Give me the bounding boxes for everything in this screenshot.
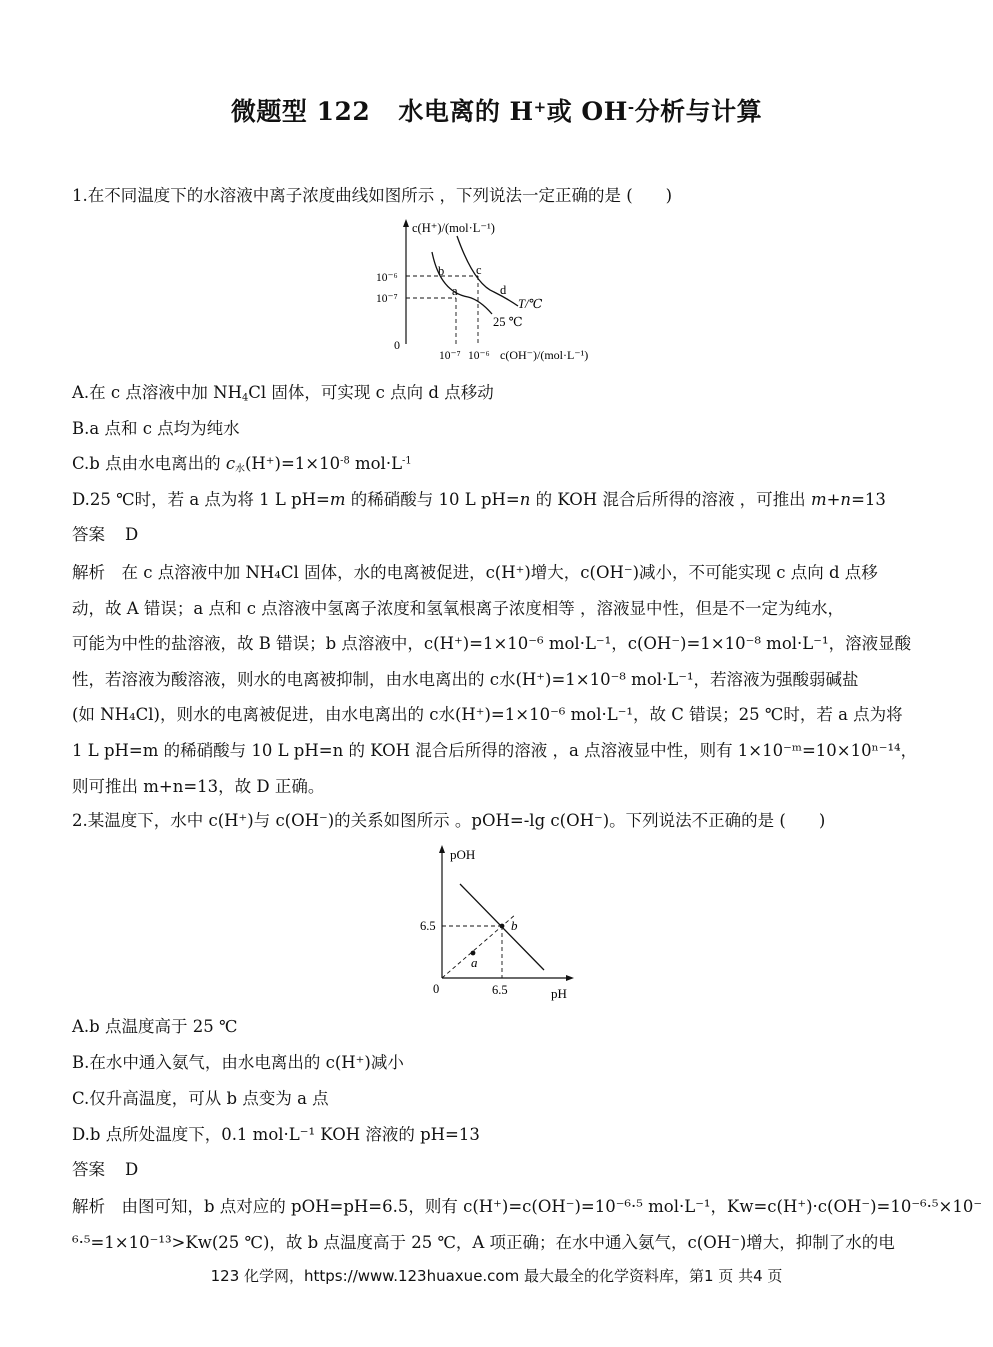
- title-minus: -: [627, 97, 635, 116]
- q2-point-b: b: [511, 918, 518, 933]
- title-main-a: 水电离的 H: [398, 97, 534, 126]
- q1-answer: [72, 524, 138, 546]
- q1-option-a-text: A.在 c 点溶液中加 NH: [72, 383, 242, 402]
- q1-explanation-line-1: 解析 在 c 点溶液中加 NH₄Cl 固体，水的电离被促进，c(H⁺)增大，c(OH⁻)减小，不可能实现 c 点向 d 点移: [72, 563, 878, 582]
- q1-option-b: B.a 点和 c 点均为纯水: [72, 419, 240, 438]
- q1-option-d-n: n: [519, 490, 531, 509]
- q1-option-d-m2: m: [810, 490, 827, 509]
- q1-explanation-line-6: 1 L pH=m 的稀硝酸与 10 L pH=n 的 KOH 混合后所得的溶液 ，a 点溶液显中性，则有 1×10⁻ᵐ=10×10ⁿ⁻¹⁴，: [72, 740, 918, 760]
- q2-x-tick: 6.5: [492, 983, 508, 997]
- q1-option-d-n2: n: [840, 490, 852, 509]
- q1-x-tick-1: 10⁻⁷: [439, 350, 461, 362]
- q1-answer-value: D: [125, 525, 139, 544]
- q1-option-c-text3: mol·L: [349, 454, 403, 473]
- title-main-b: 或 OH: [546, 97, 628, 126]
- q2-chart: [412, 840, 582, 1005]
- q1-answer-label: 答案: [72, 525, 105, 544]
- q2-option-b: B.在水中通入氨气，由水电离出的 c(H⁺)减小: [72, 1053, 404, 1072]
- q1-option-d-m: m: [329, 490, 346, 509]
- q1-y-axis-arrow: [403, 219, 409, 227]
- title-plus: +: [533, 97, 547, 116]
- q1-x-axis-label: c(OH⁻)/(mol·L⁻¹): [500, 348, 589, 362]
- q1-option-d-text3: 的 KOH 混合后所得的溶液 ，可推出: [530, 490, 811, 509]
- q2-diagonal: [442, 914, 516, 978]
- q2-explanation-label: 解析: [72, 1197, 105, 1216]
- q1-option-c-text2: (H⁺)=1×10: [244, 454, 341, 473]
- page-footer: 123 化学网，https://www.123huaxue.com 最大最全的化学资料库，第1 页 共4 页: [210, 1267, 783, 1285]
- q1-explanation-label: 解析: [72, 563, 105, 582]
- q1-option-c-var: c: [225, 454, 236, 473]
- q2-answer-value: D: [125, 1160, 139, 1179]
- q1-explanation-line-7: 则可推出 m+n=13，故 D 正确。: [72, 776, 325, 796]
- q2-option-c: C.仅升高温度，可从 b 点变为 a 点: [72, 1089, 329, 1108]
- q1-option-c-sub: 水: [235, 463, 245, 475]
- title-prefix: 微题型 122: [230, 97, 371, 126]
- q2-x-axis-arrow: [566, 975, 574, 981]
- q1-option-c: [72, 453, 412, 475]
- title-main-c: 分析与计算: [634, 97, 763, 126]
- page-title: [0, 92, 993, 128]
- q1-explanation-line-3: 可能为中性的盐溶液，故 B 错误；b 点溶液中，c(H⁺)=1×10⁻⁶ mol·L⁻¹，c(OH⁻)=1×10⁻⁸ mol·L⁻¹，溶液显酸: [72, 634, 912, 654]
- q1-option-a: [72, 382, 494, 404]
- q2-point-b-dot: [500, 924, 505, 929]
- q1-curve-label-t: T/℃: [518, 297, 543, 311]
- q2-answer-label: 答案: [72, 1160, 105, 1179]
- q1-curve-label-25: 25 ℃: [493, 315, 523, 329]
- q1-point-d: d: [500, 283, 507, 297]
- q2-x-axis-label: pH: [551, 986, 567, 1001]
- q2-explanation-line-2: ⁶·⁵=1×10⁻¹³>Kw(25 ℃)，故 b 点温度高于 25 ℃，A 项正确；在水中通入氨气，c(OH⁻)增大，抑制了水的电: [72, 1232, 895, 1252]
- q1-x-tick-2: 10⁻⁶: [468, 350, 490, 362]
- q1-y-tick-1: 10⁻⁶: [376, 272, 398, 284]
- q1-stem: 1.在不同温度下的水溶液中离子浓度曲线如图所示 ，下列说法一定正确的是 ( ): [72, 186, 673, 205]
- q1-explanation-line-5: (如 NH₄Cl)，则水的电离被促进，由水电离出的 c水(H⁺)=1×10⁻⁶ mol·L⁻¹，故 C 错误；25 ℃时，若 a 点为将: [72, 705, 903, 725]
- q1-explanation-line-4: 性，若溶液为酸溶液，则水的电离被抑制，由水电离出的 c水(H⁺)=1×10⁻⁸ mol·L⁻¹，若溶液为强酸弱碱盐: [72, 669, 859, 689]
- q1-point-c: c: [476, 263, 482, 277]
- q1-option-d-text: D.25 ℃时，若 a 点为将 1 L pH=: [72, 490, 330, 509]
- q1-option-c-text: C.b 点由水电离出的: [72, 454, 226, 473]
- q1-option-d-text4: =13: [851, 490, 886, 509]
- q1-option-d-text2: 的稀硝酸与 10 L pH=: [345, 490, 520, 509]
- q1-option-c-sup: -8: [340, 455, 350, 467]
- q2-origin: 0: [433, 982, 440, 996]
- q1-explanation-line-2: 动，故 A 错误；a 点和 c 点溶液中氢离子浓度和氢氧根离子浓度相等 ，溶液显中性，但是不一定为纯水，: [72, 598, 844, 618]
- q2-explanation-line-1: 解析 由图可知，b 点对应的 pOH=pH=6.5，则有 c(H⁺)=c(OH⁻)=10⁻⁶·⁵ mol·L⁻¹，Kw=c(H⁺)·c(OH⁻)=10⁻⁶·⁵×10⁻: [72, 1197, 983, 1216]
- q1-option-a-text2: Cl 固体，可实现 c 点向 d 点移动: [248, 383, 494, 402]
- q1-option-d: [72, 489, 886, 511]
- q2-explanation: [72, 1189, 983, 1260]
- q2-y-axis-label: pOH: [450, 847, 476, 862]
- q2-point-a: a: [471, 955, 478, 970]
- q1-y-axis-label: c(H⁺)/(mol·L⁻¹): [412, 221, 495, 235]
- q2-stem: 2.某温度下，水中 c(H⁺)与 c(OH⁻)的关系如图所示 。pOH=-lg c(OH⁻)。下列说法不正确的是 ( ): [72, 811, 826, 830]
- q1-point-a: a: [452, 284, 458, 298]
- q1-figure: [370, 214, 630, 374]
- q2-option-a: A.b 点温度高于 25 ℃: [72, 1017, 238, 1036]
- q1-curve-25c: [432, 252, 492, 314]
- q1-curve-t: [457, 236, 518, 306]
- q2-y-tick: 6.5: [420, 919, 436, 933]
- q2-figure: [412, 840, 582, 1009]
- q1-option-a-sub: 4: [241, 392, 249, 404]
- q2-y-axis-arrow: [439, 845, 445, 853]
- q1-y-tick-2: 10⁻⁷: [376, 293, 398, 305]
- q1-option-d-plus: +: [826, 490, 841, 509]
- q2-option-d: D.b 点所处温度下，0.1 mol·L⁻¹ KOH 溶液的 pH=13: [72, 1125, 480, 1144]
- q1-origin: 0: [394, 338, 400, 352]
- q1-option-c-sup2: -1: [402, 455, 412, 467]
- q1-explanation: [72, 555, 920, 804]
- q1-chart: [370, 214, 630, 370]
- q1-point-b: b: [438, 264, 445, 278]
- q2-answer: [72, 1159, 138, 1181]
